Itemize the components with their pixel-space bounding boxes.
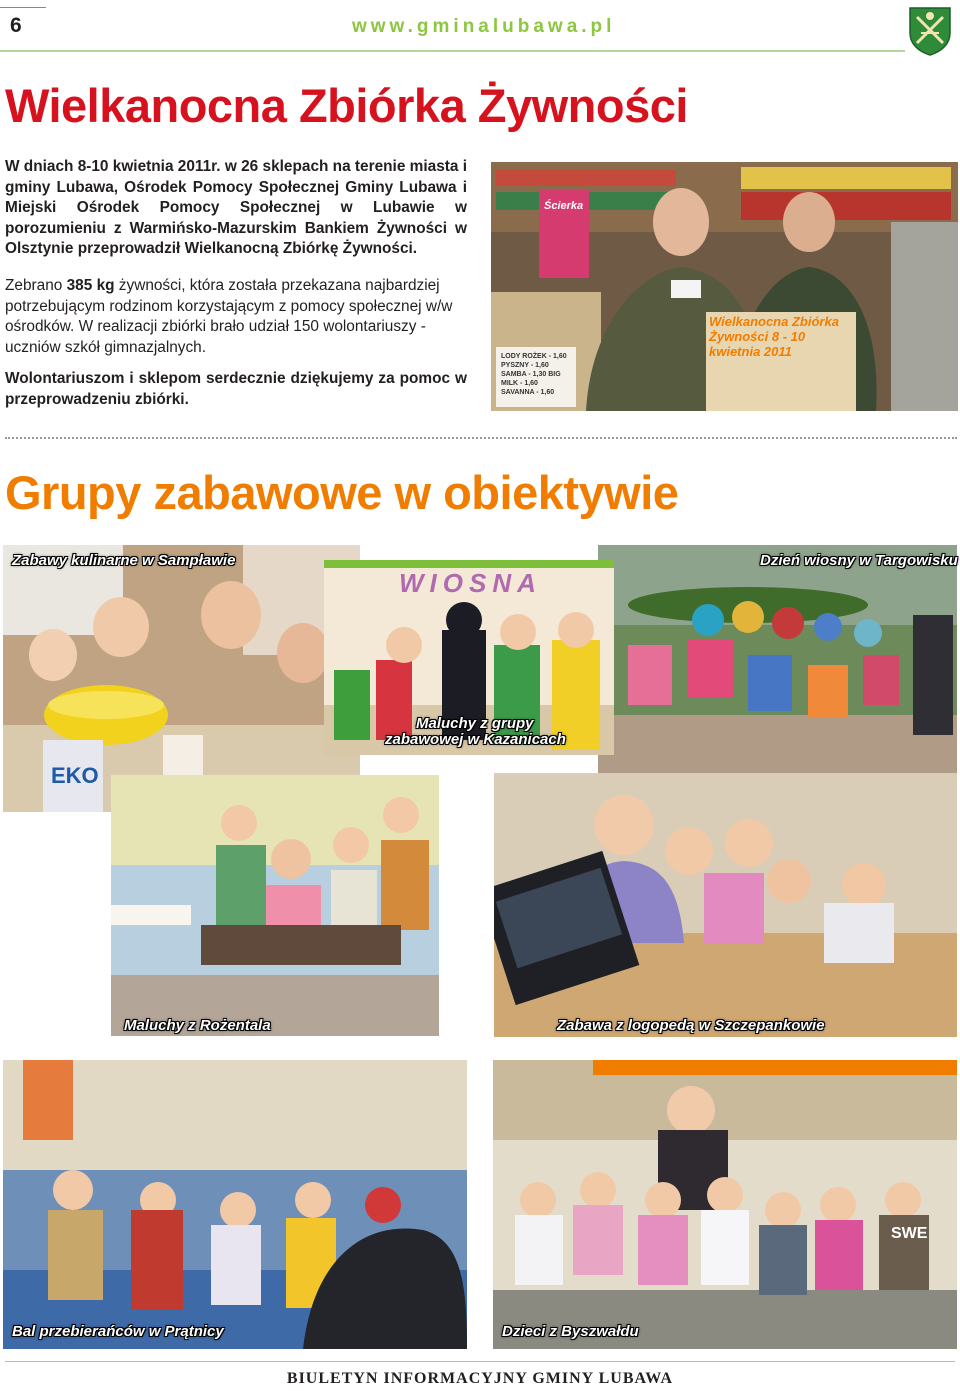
page-number: 6 — [10, 14, 22, 37]
photo-pratnica — [3, 1060, 467, 1349]
carton-label: EKO — [51, 763, 99, 788]
caption-targowisko: Dzień wiosny w Targowisku — [760, 552, 958, 569]
coat-of-arms-icon — [907, 5, 953, 57]
caption-pratnica: Bal przebierańców w Prątnicy — [12, 1323, 224, 1340]
header-rule — [0, 50, 905, 52]
wiosna-sign-text: WIOSNA — [399, 568, 542, 598]
photo-samplawa — [3, 545, 360, 812]
article-thanks-paragraph: Wolontariuszom i sklepom serdecznie dziękujemy za pomoc w przeprowadzeniu zbiórki. — [5, 370, 467, 408]
photo-targowisko — [598, 545, 957, 812]
section-divider — [5, 437, 957, 439]
poster-text: Wielkanocna Zbiórka Żywności 8 - 10 kwietnia 2011 — [709, 314, 839, 359]
footer-rule — [5, 1361, 955, 1362]
photo-byszwald — [493, 1060, 957, 1349]
article-lead-paragraph: W dniach 8-10 kwietnia 2011r. w 26 sklepach na terenie miasta i gminy Lubawa, Ośrodek Pomocy Społecznej Gminy Lubawa i Miejski Ośrodek Pomocy Społecznej w Lubawie w porozumieniu z Warmińsko-Mazurskim Bankiem Żywności w Olsztynie przeprowadził Wielkanocną Zbiórkę Żywności. — [5, 158, 467, 257]
photo-rozental — [111, 775, 439, 1036]
caption-rozental: Maluchy z Rożentala — [124, 1017, 271, 1034]
shirt-print-text: SWE — [891, 1225, 928, 1242]
site-url[interactable]: www.gminalubawa.pl — [352, 16, 616, 37]
article-paragraph: Zebrano 385 kg żywności, która została przekazana najbardziej potrzebującym rodzinom korzystającym z pomocy społecznej w/w ośrodków. W realizacji zbiórki brało udział 150 wolontariuszy - uczniów szkół gimnazjalnych. — [5, 277, 453, 356]
caption-samplawa: Zabawy kulinarne w Sampławie — [12, 552, 236, 569]
footer-text: BIULETYN INFORMACYJNY GMINY LUBAWA — [286, 1370, 674, 1387]
caption-kazanice-line1: Maluchy z grupy — [416, 715, 534, 732]
photo-szczepankowo — [494, 773, 957, 1037]
scourer-sign-text: Ścierka — [544, 200, 584, 212]
article-title: Wielkanocna Zbiórka Żywności — [5, 79, 688, 132]
caption-byszwald: Dzieci z Byszwałdu — [502, 1323, 639, 1340]
caption-kazanice-line2: zabawowej w Kazanicach — [385, 731, 566, 748]
volunteers-photo — [491, 162, 958, 411]
price-list-text: LODY ROŻEK - 1,60 PYSZNY - 1,60 SAMBA - 1,30 BIG MILK - 1,60 SAVANNA - 1,60 — [501, 353, 567, 396]
page-number-rule — [0, 0, 46, 8]
section-title: Grupy zabawowe w obiektywie — [5, 466, 679, 519]
caption-szczepankowo: Zabawa z logopedą w Szczepankowie — [557, 1017, 825, 1034]
